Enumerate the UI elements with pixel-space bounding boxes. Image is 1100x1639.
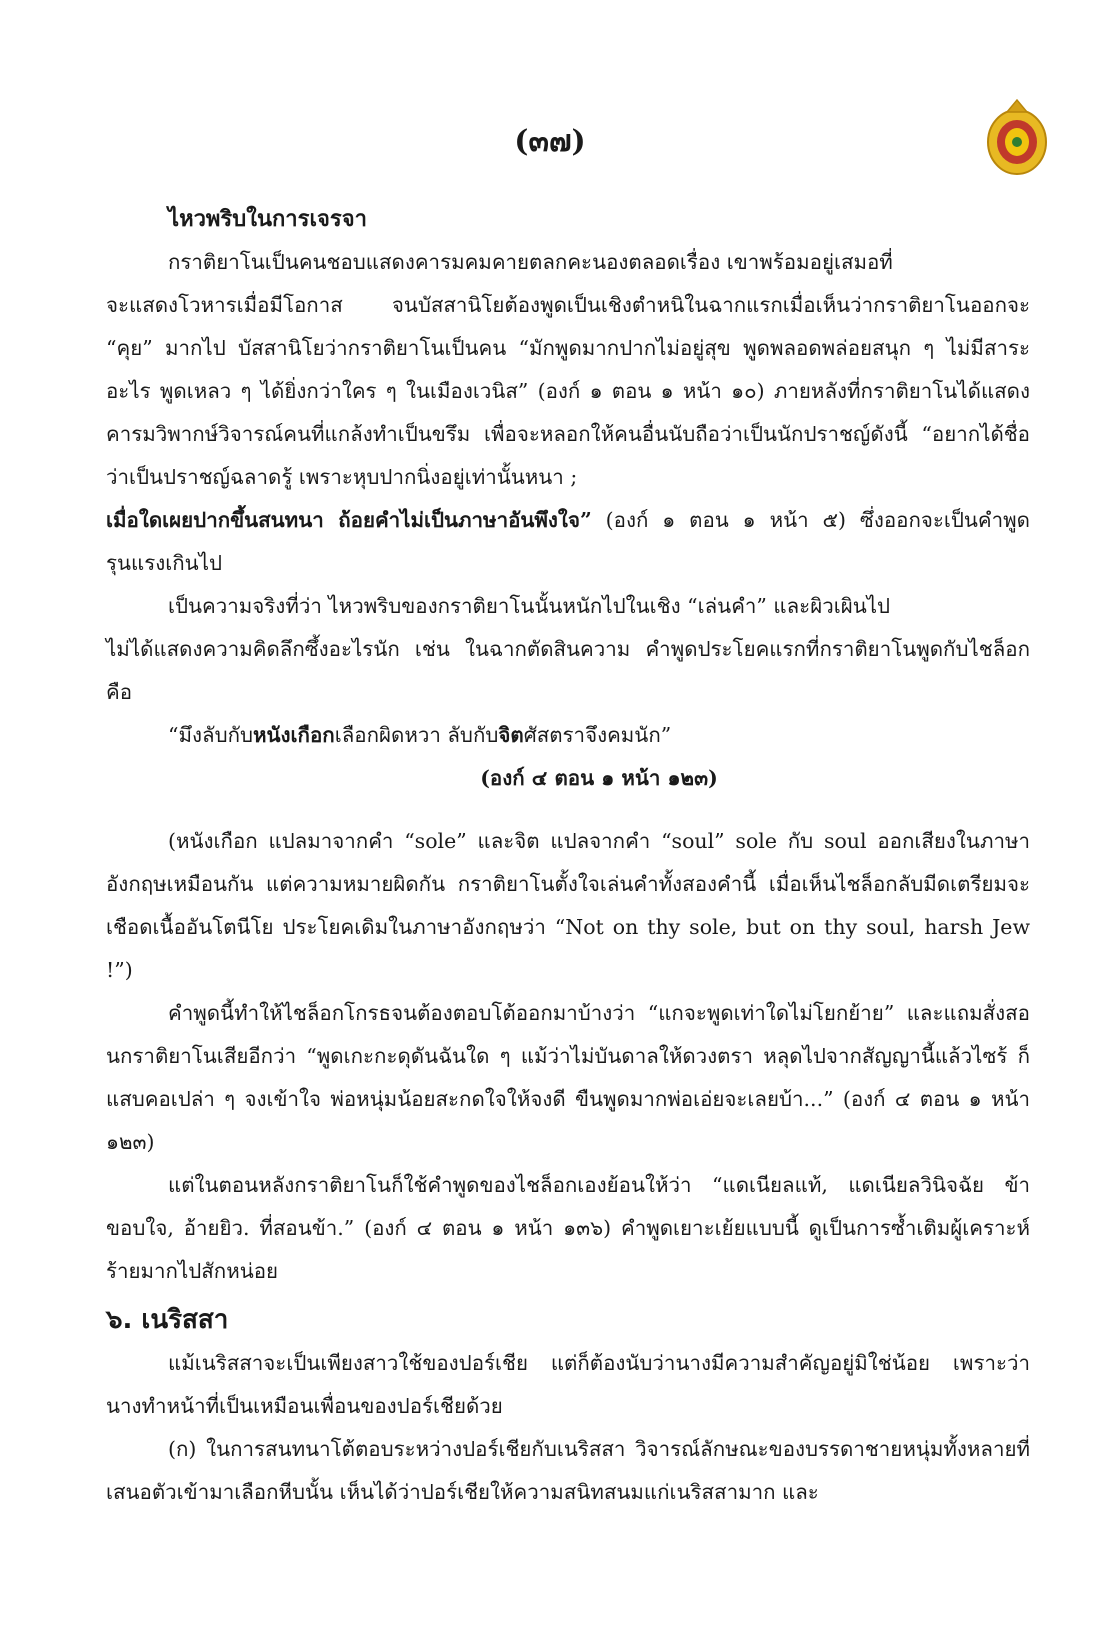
paragraph-shylock: คำพูดนี้ทำให้ไชล็อกโกรธจนต้องตอบโต้ออกมาบ้างว่า “แกจะพูดเท่าใดไม่โยกย้าย” และแถมสั่งสอนกราติยาโนเสียอีกว่า “พูดเกะกะดุดันฉันใด ๆ แม้ว่าไม่บันดาลให้ดวงตรา หลุดไปจากสัญญานี้แล้วไซร้ ก็แสบคอเปล่า ๆ จงเข้าใจ พ่อหนุ่มน้อยสะกดใจให้จงดี ขืนพูดมากพ่อเอ่ยจะเลยบ้า...” (องก์ ๔ ตอน ๑ หน้า ๑๒๓): [106, 1001, 1030, 1154]
translation-note: (หนังเกือก แปลมาจากคำ “sole” และจิต แปลจากคำ “soul” sole กับ soul ออกเสียงในภาษาอังกฤษเหมือนกัน แต่ความหมายผิดกัน กราติยาโนตั้งใจเล่นคำทั้งสองคำนี้ เมื่อเห็นไชล็อกลับมีดเตรียมจะเชือดเนื้ออันโตนีโย ประโยคเดิมในภาษาอังกฤษว่า “Not on thy sole, but on thy soul, harsh Jew !”): [106, 829, 1030, 982]
paragraph-intro-line: [168, 241, 1030, 284]
paragraph-wit-line: [168, 585, 1030, 628]
subheading: ไหวพริบในการเจรจา: [168, 206, 367, 232]
paragraph-text: (องก์ ๑ ตอน ๑ หน้า ๕) ซึ่งออกจะเป็นคำพูดรุนแรงเกินไป: [106, 508, 1030, 575]
quote-line: [168, 714, 1030, 757]
paragraph-text: เป็นความจริงที่ว่า ไหวพริบของกราติยาโนนั้นหนักไปในเชิง “เล่นคำ” และผิวเผินไป: [168, 594, 891, 618]
paragraph-a: (ก) ในการสนทนาโต้ตอบระหว่างปอร์เชียกับเนริสสา วิจารณ์ลักษณะของบรรดาชายหนุ่มทั้งหลายที่เสนอตัวเข้ามาเลือกหีบนั้น เห็นได้ว่าปอร์เชียให้ความสนิทสนมแก่เนริสสามาก และ: [106, 1437, 1030, 1504]
paragraph-nerissa: แม้เนริสสาจะเป็นเพียงสาวใช้ของปอร์เชีย แต่ก็ต้องนับว่านางมีความสำคัญอยู่มิใช่น้อย เพราะว่านางทำหน้าที่เป็นเหมือนเพื่อนของปอร์เชียด้วย: [106, 1351, 1030, 1418]
paragraph-wit: [106, 628, 1030, 714]
quote-bold: จิต: [498, 723, 524, 747]
ministry-emblem-icon: [985, 98, 1049, 176]
quote-text: ศัสตราจึงคมนัก”: [523, 723, 672, 747]
document-body: [106, 198, 1030, 1514]
page-number: (๓๗): [514, 124, 586, 159]
quote-text: เลือกผิดหวา ลับกับ: [334, 723, 499, 747]
bold-quote: เมื่อใดเผยปากขึ้นสนทนา ถ้อยคำไม่เป็นภาษาอันพึงใจ”: [106, 508, 592, 532]
paragraph-later: แต่ในตอนหลังกราติยาโนก็ใช้คำพูดของไชล็อกเองย้อนให้ว่า “แดเนียลแท้, แดเนียลวินิจฉัย ข้าขอบใจ, อ้ายยิว. ที่สอนข้า.” (องก์ ๔ ตอน ๑ หน้า ๑๓๖) คำพูดเยาะเย้ยแบบนี้ ดูเป็นการซ้ำเติมผู้เคราะห์ร้ายมากไปสักหน่อย: [106, 1173, 1030, 1283]
paragraph-text: กราติยาโนเป็นคนชอบแสดงคารมคมคายตลกคะนองตลอดเรื่อง เขาพร้อมอยู่เสมอที่: [168, 250, 893, 274]
section-heading: ๖. เนริสสา: [106, 1305, 229, 1335]
citation: (องก์ ๔ ตอน ๑ หน้า ๑๒๓): [480, 766, 718, 790]
paragraph-text: ไม่ได้แสดงความคิดลึกซึ้งอะไรนัก เช่น ในฉากตัดสินความ คำพูดประโยคแรกที่กราติยาโนพูดกับไชล็อก คือ: [106, 637, 1030, 704]
paragraph-text: จะแสดงโวหารเมื่อมีโอกาส จนบัสสานิโยต้องพูดเป็นเชิงตำหนิในฉากแรกเมื่อเห็นว่ากราติยาโนออกจะ “คุย” มากไป บัสสานิโยว่ากราติยาโนเป็นคน “มักพูดมากปากไม่อยู่สุข พูดพลอดพล่อยสนุก ๆ ไม่มีสาระอะไร พูดเหลว ๆ ได้ยิ่งกว่าใคร ๆ ในเมืองเวนิส” (องก์ ๑ ตอน ๑ หน้า ๑๐) ภายหลังที่กราติยาโนได้แสดงคารมวิพากษ์วิจารณ์คนที่แกล้งทำเป็นขรึม เพื่อจะหลอกให้คนอื่นนับถือว่าเป็นนักปราชญ์ดังนี้ “อยากได้ชื่อว่าเป็นปราชญ์ฉลาดรู้ เพราะหุบปากนิ่งอยู่เท่านั้นหนา ;: [106, 293, 1030, 489]
quote-bold: หนังเกือก: [253, 723, 335, 747]
quote-text: “มึงลับกับ: [168, 723, 254, 747]
paragraph-gratiano: [106, 284, 1030, 585]
